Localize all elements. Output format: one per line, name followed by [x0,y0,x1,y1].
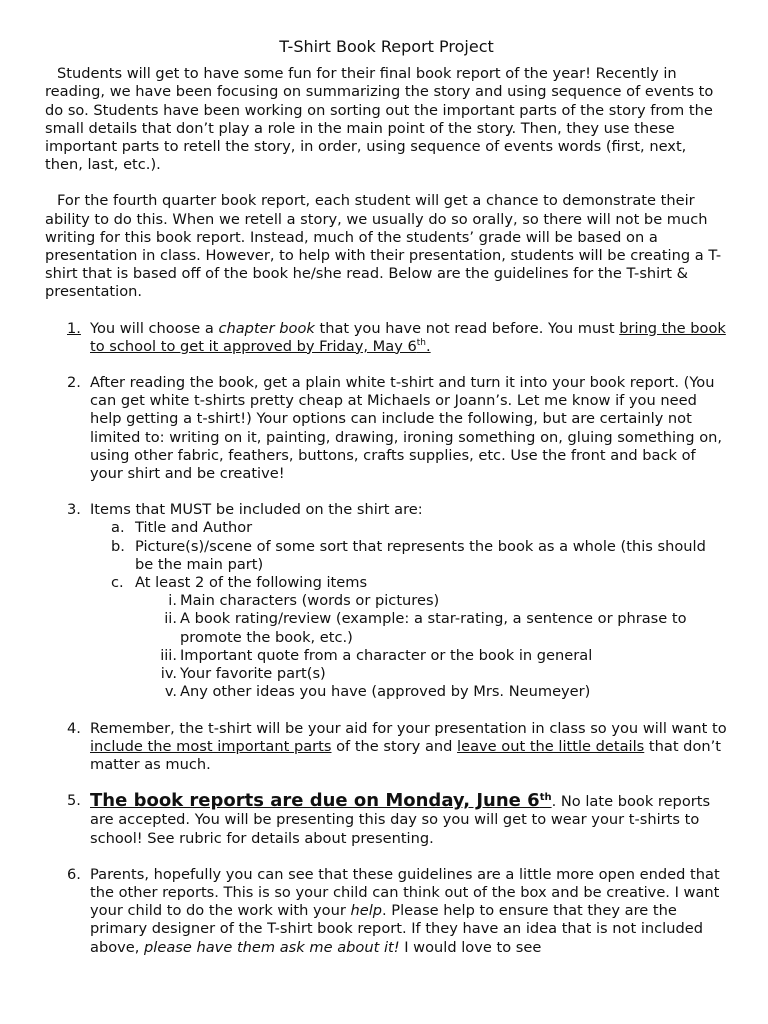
sub-text: Title and Author [135,519,253,537]
roman-text: Your favorite part(s) [180,665,326,683]
page-title: T-Shirt Book Report Project [279,37,494,56]
roman-item [135,647,728,665]
item-number: 6. [67,865,81,883]
item-text: that don’t matter as much. [90,737,721,773]
item-text: that you have not read before. You must [314,319,620,337]
item-text: . No late book reports are accepted. You will be presenting this day so you will get to wear your t-shirts to school! See rubric for details about presenting. [90,793,711,847]
item-text: Remember, the t-shirt will be your aid for your presentation in class so you will want to [90,719,727,737]
item-text-italic: chapter book [218,319,315,337]
sub-list [90,519,728,701]
roman-item [135,592,728,610]
item-number: 3. [67,501,81,519]
roman-text: A book rating/review (example: a star-rating, a sentence or phrase to promote the book, etc.) [180,610,687,646]
sub-text: Picture(s)/scene of some sort that represents the book as a whole (this should be the main part) [135,537,706,573]
item-text: I would love to see [399,938,542,956]
spacer [45,174,728,192]
item-text-italic: help [350,902,383,920]
list-item [45,374,728,483]
superscript: th [416,337,426,348]
item-number: 5. [67,792,81,810]
item-number: 1. [67,319,81,337]
item-number: 4. [67,719,81,737]
item-text-underlined: include the most important parts [90,737,332,755]
roman-item [135,610,728,646]
roman-label: iv. [160,665,177,683]
item-text-italic: please have them ask me about it! [144,938,400,956]
roman-item [135,683,728,701]
sub-item [90,538,728,574]
roman-list [135,592,728,701]
item-text-underlined: leave out the little details [457,737,645,755]
list-item [45,320,728,356]
list-item [45,792,728,848]
sub-label: a. [111,519,125,537]
item-text: You will choose a [90,319,219,337]
list-item [45,866,728,957]
sub-label: b. [111,537,125,555]
item-text: Items that MUST be included on the shirt are: [90,501,423,519]
spacer [45,302,728,320]
sub-text: At least 2 of the following items [135,574,368,592]
intro-paragraph: Students will get to have some fun for their final book report of the year! Recently in reading, we have been focusing on summarizing the story and using sequence of events to do so. Students have been working on sorting out the important parts of the story from the small details that don’t play a role in the main point of the story. Then, they use these important parts to retell the story, in order, using sequence of events words (first, next, then, last, etc.). [45,65,714,174]
item-text: After reading the book, get a plain white t-shirt and turn it into your book report. (You can get white t-shirts pretty cheap at Michaels or Joann’s. Let me know if you need help getting a t-shirt!) Your options can include the following, but are certainly not limited to: writing on it, painting, drawing, ironing something on, gluing something on, using other fabric, feathers, buttons, crafts supplies, etc. Use the front and back of your shirt and be creative! [90,374,723,483]
list-item [45,501,728,701]
superscript: th [539,792,552,804]
roman-text: Important quote from a character or the book in general [180,646,593,664]
list-item [45,720,728,775]
quarter-paragraph: For the fourth quarter book report, each student will get a chance to demonstrate their ability to do this. When we retell a story, we usually do so orally, so there will not be much writing for this book report. Instead, much of the students’ grade will be based on a presentation in class. However, to help with their presentation, students will be creating a T-shirt that is based off of the book he/she read. Below are the guidelines for the T-shirt & presentation. [45,192,722,301]
item-text: . Please help to ensure that they are the primary designer of the T-shirt book report. If they have an idea that is not included above, [90,902,703,956]
roman-text: Main characters (words or pictures) [180,592,440,610]
item-text: Parents, hopefully you can see that these guidelines are a little more open ended that the other reports. This is so your child can think out of the box and be creative. I want your child to do the work with your [90,865,720,920]
item-text: of the story and [331,737,458,755]
sub-label: c. [111,574,124,592]
roman-label: v. [164,683,177,701]
item-number: 2. [67,374,81,392]
roman-label: ii. [164,610,177,628]
due-date-heading: The book reports are due on Monday, June 6th [90,790,552,812]
roman-text: Any other ideas you have (approved by Mrs. Neumeyer) [180,683,591,701]
sub-item [90,574,728,701]
item-text-underlined: bring the book to school to get it approved by Friday, May 6th. [90,319,726,355]
guidelines-list [45,320,728,957]
roman-label: i. [168,592,177,610]
roman-label: iii. [160,646,177,664]
roman-item [135,665,728,683]
sub-item [90,519,728,537]
